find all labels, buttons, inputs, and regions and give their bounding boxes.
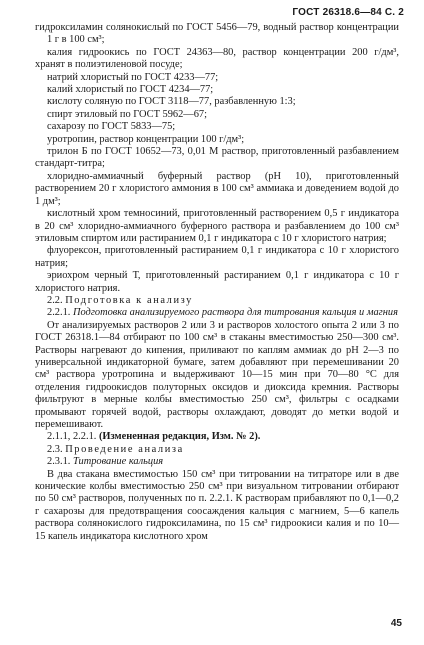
amendment-note: [35, 431, 399, 443]
reagent-item: флуорексон, приготовленный растиранием 0,1 г индикатора с 10 г хлористого натрия;: [35, 245, 399, 269]
amendment-prefix: 2.1.1, 2.2.1.: [47, 431, 97, 443]
section-number: 2.2.: [47, 294, 63, 306]
reagent-item: кислотный хром темносиний, приготовленный растворением 0,5 г индикатора в 20 см³ хлоридно-аммиачного буферного раствора и разбавлением до 100 см³ этиловым спиртом или растиранием 0,1 г индикатора с 10 г хлористого натрия;: [35, 208, 399, 244]
reagent-item: хлоридно-аммиачный буферный раствор (pH 10), приготовленный растворением 20 г хлористого аммония в 100 см³ аммиака и доведением водой до 1 дм³;: [35, 170, 399, 207]
reagent-item: калия гидроокись по ГОСТ 24363—80, раствор концентрации 200 г/дм³, хранят в полиэтиленовой посуде;: [35, 46, 399, 71]
section-number: 2.2.1.: [47, 307, 71, 319]
section-number: 2.3.1.: [47, 456, 71, 468]
reagent-item: уротропин, раствор концентрации 100 г/дм³;: [47, 133, 245, 145]
reagent-item: калий хлористый по ГОСТ 4234—77;: [47, 84, 214, 96]
section-title: Подготовка анализируемого раствора для титрования кальция и магния: [73, 307, 398, 319]
section-heading-2-3: [35, 444, 399, 456]
section-paragraph: От анализируемых растворов 2 или 3 и растворов холостого опыта 2 или 3 по ГОСТ 26318.1—84 отбирают по 100 см³ в стаканы вместимостью 250—300 см³. Растворы нагревают до кипения, приливают по каплям аммиак до pH 2—3 по универсальной индикаторной бумаге, затем добавляют при перемешивании 20 см³ раствора уротропина и выдерживают 10—15 мин при 70—80 °С для отделения гидроокисдов полуторных оксидов и диоксида кремния. Растворы фильтруют в мерные колбы вместимостью 250 см³, фильтры с осадками промывают горячей водой, растворы охлаждают, доводят до метки водой и перемешивают.: [35, 319, 399, 430]
reagent-item: сахарозу по ГОСТ 5833—75;: [47, 121, 176, 133]
page-header: ГОСТ 26318.6—84 С. 2: [292, 7, 404, 18]
section-paragraph: В два стакана вместимостью 150 см³ при титровании на титраторе или в две конические колбы вместимостью 250 см³ при визуальном титровании отбирают по 50 см³ растворов, полученных по п. 2.2.1. К растворам прибавляют по 0,1—0,2 г сахарозы для предотвращения соосаждения кальция с магнием, 5—6 капель раствора солянокислого гидроксиламина, по 15 см³ гидроокиси калия и по 10—15 капель индикатора кислотного хром: [35, 468, 399, 542]
reagent-item: спирт этиловый по ГОСТ 5962—67;: [47, 108, 207, 120]
section-heading-2-3-1: [35, 456, 399, 468]
section-heading-2-2: [35, 295, 399, 307]
amendment-text: (Измененная редакция, Изм. № 2).: [98, 431, 261, 443]
reagent-item: эриохром черный Т, приготовленный растиранием 0,1 г индикатора с 10 г хлористого натрия.: [35, 270, 399, 294]
section-heading-2-2-1: [35, 307, 399, 319]
reagent-item: гидроксиламин солянокислый по ГОСТ 5456—79, водный раствор концентрации 1 г в 100 см³;: [35, 22, 399, 46]
section-title: Титрование кальция: [73, 456, 164, 468]
document-body: [35, 22, 399, 543]
section-title: Проведение анализа: [65, 443, 184, 455]
page-number: 45: [390, 618, 402, 629]
reagent-item: кислоту соляную по ГОСТ 3118—77, разбавленную 1:3;: [47, 96, 296, 108]
reagent-item: трилон Б по ГОСТ 10652—73, 0,01 М раствор, приготовленный разбавлением стандарт-титра;: [35, 146, 399, 170]
section-number: 2.3.: [47, 443, 63, 455]
reagent-item: натрий хлористый по ГОСТ 4233—77;: [47, 71, 219, 83]
section-title: Подготовка к анализу: [65, 294, 193, 306]
